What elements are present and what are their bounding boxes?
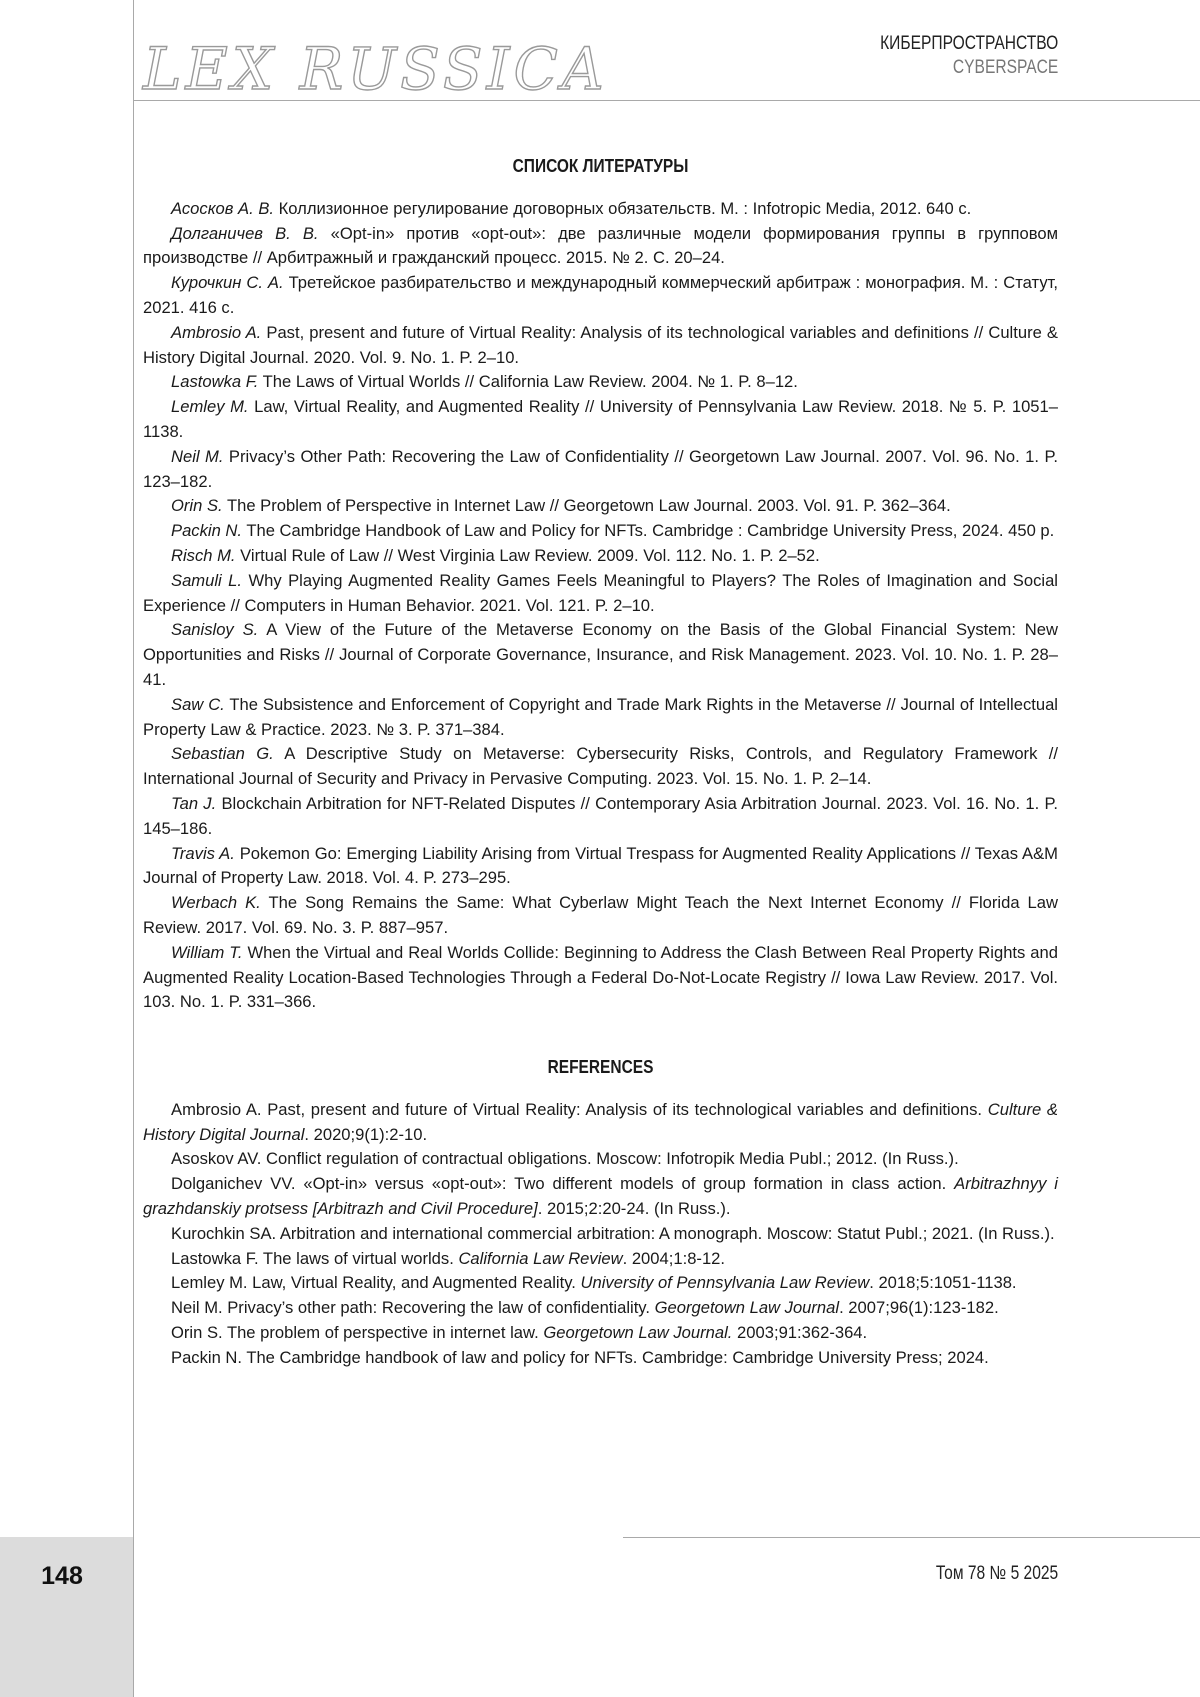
entry-text: When the Virtual and Real Worlds Collide: Beginning to Address the Clash Between Real Property Rights and Augmented Reality Location-Based Technologies Through a Federal Do-Not-Locate Registry // Iowa Law Review. 2017. Vol. 103. No. 1. P. 331–366. [143, 942, 1058, 1012]
bibliography-list [143, 197, 1058, 1015]
reference-entry [143, 1222, 1058, 1247]
reference-before: Asoskov AV. Conflict regulation of contractual obligations. Moscow: Infotropik Media Publ.; 2012. (In Russ.). [171, 1149, 959, 1169]
reference-after: . 2018;5:1051-1138. [869, 1273, 1017, 1293]
reference-before: Orin S. The problem of perspective in internet law. [171, 1323, 544, 1343]
bibliography-entry [143, 544, 1058, 569]
reference-entry [143, 1271, 1058, 1296]
reference-before: Lastowka F. The laws of virtual worlds. [171, 1248, 459, 1268]
references-list [143, 1098, 1058, 1371]
reference-journal: Georgetown Law Journal. [543, 1323, 733, 1343]
reference-before: Dolganichev VV. «Opt-in» versus «opt-out»: Two different models of group formation in class action. [171, 1174, 955, 1194]
bibliography-entry [143, 742, 1058, 792]
section-label [841, 32, 1058, 80]
reference-journal: Arbitrazhnyy i grazhdanskiy protsess [Arbitrazh and Civil Procedure] [143, 1174, 1058, 1219]
bibliography-entry [143, 445, 1058, 495]
references-heading: REFERENCES [547, 1057, 654, 1078]
reference-before: Kurochkin SA. Arbitration and international commercial arbitration: A monograph. Moscow: Statut Publ.; 2021. (In Russ.). [171, 1223, 1055, 1243]
entry-text: Why Playing Augmented Reality Games Feels Meaningful to Players? The Roles of Imagination and Social Experience // Computers in Human Behavior. 2021. Vol. 121. P. 2–10. [143, 570, 1058, 615]
bibliography-entry [143, 891, 1058, 941]
entry-text: Virtual Rule of Law // West Virginia Law Review. 2009. Vol. 112. No. 1. P. 2–52. [235, 545, 820, 565]
footer-divider [623, 1537, 1200, 1538]
entry-author: Курочкин С. А. [171, 273, 284, 293]
left-margin-strip [0, 0, 134, 1697]
bibliography-entry [143, 370, 1058, 395]
entry-author: Ambrosio A. [171, 322, 262, 342]
reference-after: . 2004;1:8-12. [622, 1248, 726, 1268]
entry-author: Долганичев В. В. [171, 223, 319, 243]
bibliography-entry [143, 842, 1058, 892]
bibliography-entry [143, 519, 1058, 544]
entry-text: Law, Virtual Reality, and Augmented Reality // University of Pennsylvania Law Review. 2018. № 5. P. 1051–1138. [143, 397, 1058, 441]
reference-entry [143, 1147, 1058, 1172]
entry-author: Tan J. [171, 793, 217, 813]
bibliography-entry [143, 222, 1058, 272]
section-title-en: CYBERSPACE [952, 57, 1058, 78]
reference-before: Ambrosio A. Past, present and future of Virtual Reality: Analysis of its technological variables and definitions. [171, 1099, 988, 1119]
entry-author: Lemley M. [171, 397, 249, 417]
entry-author: Lastowka F. [171, 372, 259, 392]
journal-logo: LEX RUSSICA [143, 35, 608, 103]
entry-author: Neil M. [171, 446, 224, 466]
entry-author: Packin N. [171, 521, 243, 541]
page-number-tab [0, 1537, 133, 1697]
entry-text: Past, present and future of Virtual Reality: Analysis of its technological variables and definitions // Culture & History Digital Journal. 2020. Vol. 9. No. 1. P. 2–10. [143, 322, 1059, 367]
reference-entry [143, 1296, 1058, 1321]
entry-text: Blockchain Arbitration for NFT-Related Disputes // Contemporary Asia Arbitration Journal. 2023. Vol. 16. No. 1. P. 145–186. [143, 793, 1058, 838]
section-title-ru: КИБЕРПРОСТРАНСТВО [879, 33, 1058, 54]
entry-author: Werbach K. [171, 893, 261, 913]
entry-text: A Descriptive Study on Metaverse: Cybersecurity Risks, Controls, and Regulatory Framework // International Journal of Security and Privacy in Pervasive Computing. 2023. Vol. 15. No. 1. P. 2–14. [143, 744, 1058, 789]
header-divider [133, 100, 1200, 101]
reference-entry [143, 1247, 1058, 1272]
bibliography-entry [143, 618, 1058, 692]
entry-author: Samuli L. [171, 570, 243, 590]
bibliography-entry [143, 792, 1058, 842]
entry-text: The Subsistence and Enforcement of Copyright and Trade Mark Rights in the Metaverse // Journal of Intellectual Property Law & Practice. 2023. № 3. P. 371–384. [143, 694, 1058, 739]
bibliography-entry [143, 271, 1058, 321]
reference-before: Neil M. Privacy’s other path: Recovering the law of confidentiality. [171, 1298, 655, 1318]
entry-text: «Opt-in» против «opt-out»: две различные модели формирования группы в групповом производстве // Арбитражный и гражданский процесс. 2015. № 2. С. 20–24. [143, 223, 1058, 268]
entry-author: Sanisloy S. [171, 620, 259, 640]
bibliography-entry [143, 693, 1058, 743]
bibliography-entry [143, 941, 1058, 1015]
bibliography-entry [143, 569, 1058, 619]
bibliography-entry [143, 197, 1058, 222]
entry-text: Третейское разбирательство и международный коммерческий арбитраж : монография. М. : Статут, 2021. 416 с. [143, 273, 1058, 317]
reference-before: Lemley M. Law, Virtual Reality, and Augmented Reality. [171, 1273, 581, 1293]
entry-author: Saw C. [171, 694, 225, 714]
entry-author: Sebastian G. [171, 744, 274, 764]
bibliography-entry [143, 321, 1058, 371]
page-content [143, 140, 1058, 1371]
reference-journal: Georgetown Law Journal [654, 1298, 840, 1318]
reference-after: . 2015;2:20-24. (In Russ.). [537, 1199, 731, 1219]
entry-text: The Song Remains the Same: What Cyberlaw Might Teach the Next Internet Economy // Florida Law Review. 2017. Vol. 69. No. 3. P. 887–957. [143, 893, 1058, 937]
reference-entry [143, 1321, 1058, 1346]
reference-after: 2003;91:362-364. [732, 1323, 868, 1343]
entry-author: William T. [171, 942, 243, 962]
entry-text: Privacy’s Other Path: Recovering the Law of Confidentiality // Georgetown Law Journal. 2007. Vol. 96. No. 1. P. 123–182. [143, 446, 1059, 491]
entry-text: The Problem of Perspective in Internet Law // Georgetown Law Journal. 2003. Vol. 91. P. 362–364. [222, 496, 951, 516]
entry-author: Risch M. [171, 545, 236, 565]
reference-entry [143, 1098, 1058, 1148]
page-number: 148 [41, 1562, 83, 1590]
reference-before: Packin N. The Cambridge handbook of law and policy for NFTs. Cambridge: Cambridge University Press; 2024. [171, 1347, 989, 1367]
reference-journal: University of Pennsylvania Law Review [580, 1273, 870, 1293]
reference-after: . 2020;9(1):2-10. [304, 1124, 428, 1144]
bibliography-entry [143, 395, 1058, 445]
entry-author: Travis A. [171, 843, 235, 863]
reference-after: . 2007;96(1):123-182. [839, 1298, 999, 1318]
reference-entry [143, 1172, 1058, 1222]
reference-journal: California Law Review [458, 1248, 623, 1268]
entry-author: Orin S. [171, 496, 223, 516]
entry-author: Асосков А. В. [171, 198, 275, 218]
bibliography-entry [143, 494, 1058, 519]
reference-entry [143, 1346, 1058, 1371]
entry-text: Pokemon Go: Emerging Liability Arising from Virtual Trespass for Augmented Reality Applications // Texas A&M Journal of Property Law. 2018. Vol. 4. P. 273–295. [143, 843, 1058, 888]
entry-text: A View of the Future of the Metaverse Economy on the Basis of the Global Financial System: New Opportunities and Risks // Journal of Corporate Governance, Insurance, and Risk Management. 2023. Vol. 10. No. 1. P. 28–41. [143, 620, 1059, 689]
reference-journal: Culture & History Digital Journal [143, 1099, 1058, 1144]
entry-text: Коллизионное регулирование договорных обязательств. М. : Infotropic Media, 2012. 640 с. [274, 198, 972, 218]
issue-info: Том 78 № 5 2025 [935, 1563, 1058, 1584]
entry-text: The Laws of Virtual Worlds // California Law Review. 2004. № 1. P. 8–12. [258, 372, 798, 392]
entry-text: The Cambridge Handbook of Law and Policy for NFTs. Cambridge : Cambridge University Press, 2024. 450 p. [242, 521, 1055, 541]
bibliography-heading: СПИСОК ЛИТЕРАТУРЫ [512, 156, 689, 176]
